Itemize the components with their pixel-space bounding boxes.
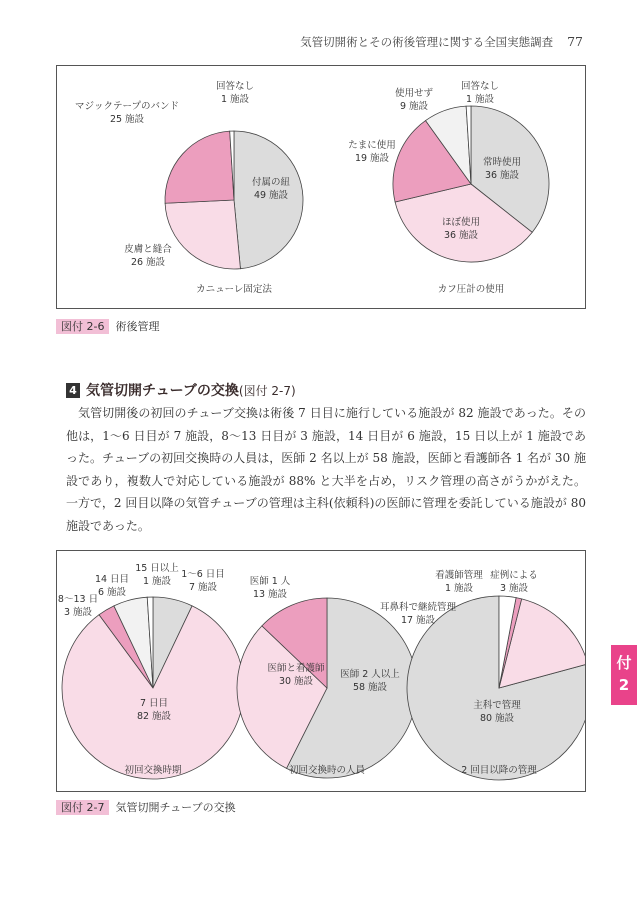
chart-title-staff: 初回交換時の人員 [288,765,366,776]
chart-title-first-change: 初回交換時期 [124,765,182,776]
pie-label-first-change-3-name: 14 日目 [94,574,130,585]
pie-label-cuff-4-value: 1 施設 [465,94,495,105]
running-header [300,34,583,50]
pie-label-management-2-value: 1 施設 [444,583,474,594]
pie-label-cuff-0-value: 36 施設 [484,170,520,181]
pie-label-fixation-2-value: 25 施設 [109,114,145,125]
section-heading [66,380,296,400]
pie-label-fixation-3-name: 回答なし [215,81,255,92]
pie-label-staff-0-value: 58 施設 [352,682,388,693]
pie-label-fixation-1-name: 皮膚と縫合 [124,244,172,255]
pie-label-fixation-3-value: 1 施設 [220,94,250,105]
pie-label-management-2-name: 看護師管理 [435,570,483,581]
pie-label-management-1-name: 耳鼻科で継続管理 [379,602,457,613]
pie-label-management-3-name: 症例による [490,570,538,581]
pie-label-first-change-1-value: 82 施設 [136,711,172,722]
figure-tag: 図付 2-6 [56,319,109,334]
figure-2-6 [56,65,586,309]
pie-label-staff-0-name: 医師 2 人以上 [340,669,400,680]
figure-caption-text: 術後管理 [115,320,160,333]
section-body-text: 気管切開後の初回のチューブ交換は術後 7 日目に施行している施設が 82 施設であった。その他は，1〜6 日目が 7 施設，8〜13 日目が 3 施設，14 日目が 6 施設，15 日以上が 1 施設であった。チューブの初回交換時の人員は，医師 2 名以上が 58 施設，医師と看護師各 1 名が 30 施設であり，複数人で対応している施設が 88% と大半を占め，リスク管理の高さがうかがえた。一方で，2 回目以降の気管チューブの管理は主科(依頼科)の医師に管理を委託している施設が 80 施設であった。 [66,406,586,533]
pie-label-staff-1-name: 医師と看護師 [267,663,325,674]
figure-caption-text: 気管切開チューブの交換 [115,801,236,814]
side-tab-label: 付 [616,654,632,672]
pie-label-staff-1-value: 30 施設 [278,676,314,687]
header-title: 気管切開術とその術後管理に関する全国実態調査 [300,35,554,49]
chart-title-cuff: カフ圧計の使用 [437,284,505,295]
section-number: 4 [66,383,80,398]
pie-slice-fixation-1 [165,200,240,269]
pie-label-first-change-3-value: 6 施設 [97,587,127,598]
page-number: 77 [567,34,583,49]
pie-label-first-change-0-value: 7 施設 [188,582,218,593]
pie-label-fixation-0-value: 49 施設 [253,190,289,201]
pie-label-staff-2-name: 医師 1 人 [249,576,291,587]
chart-title-management: 2 回目以降の管理 [461,765,537,776]
pie-label-cuff-3-value: 9 施設 [399,101,429,112]
pie-label-cuff-2-value: 19 施設 [354,153,390,164]
pie-label-first-change-4-value: 1 施設 [142,576,172,587]
pie-label-management-0-value: 80 施設 [479,713,515,724]
pie-label-first-change-2-name: 8〜13 日 [57,594,99,605]
chart-title-fixation: カニューレ固定法 [196,284,272,295]
figure-2-6-caption [56,318,159,334]
pie-label-cuff-3-name: 使用せず [394,88,434,99]
pie-label-management-1-value: 17 施設 [400,615,436,626]
pie-slice-fixation-2 [165,131,234,203]
pie-label-management-0-name: 主科で管理 [473,700,521,711]
chapter-side-tab[interactable] [611,645,637,705]
section-figure-ref: (図付 2-7) [238,384,296,398]
pie-label-cuff-2-name: たまに使用 [348,140,396,151]
pie-label-cuff-0-name: 常時使用 [482,157,522,168]
pie-first-change [62,597,244,779]
pie-label-management-3-value: 3 施設 [499,583,529,594]
pie-staff [237,598,417,778]
figure-2-7 [56,550,586,792]
pie-label-fixation-2-name: マジックテープのバンド [74,101,180,112]
pie-label-cuff-1-value: 36 施設 [443,230,479,241]
pie-label-first-change-4-name: 15 日以上 [135,563,179,574]
pie-label-staff-2-value: 13 施設 [252,589,288,600]
side-tab-number: 2 [618,676,630,694]
figure-2-6-charts [57,66,585,308]
figure-tag: 図付 2-7 [56,800,109,815]
pie-label-first-change-1-name: 7 日目 [139,698,169,709]
pie-label-fixation-0-name: 付属の紐 [251,177,291,188]
pie-label-fixation-1-value: 26 施設 [130,257,166,268]
figure-2-7-caption [56,799,236,815]
pie-label-cuff-4-name: 回答なし [460,81,500,92]
section-title: 気管切開チューブの交換 [86,383,239,399]
pie-label-first-change-2-value: 3 施設 [63,607,93,618]
pie-label-cuff-1-name: ほぼ使用 [441,217,481,228]
figure-2-7-charts [57,551,585,791]
pie-label-first-change-0-name: 1〜6 日目 [181,569,225,580]
